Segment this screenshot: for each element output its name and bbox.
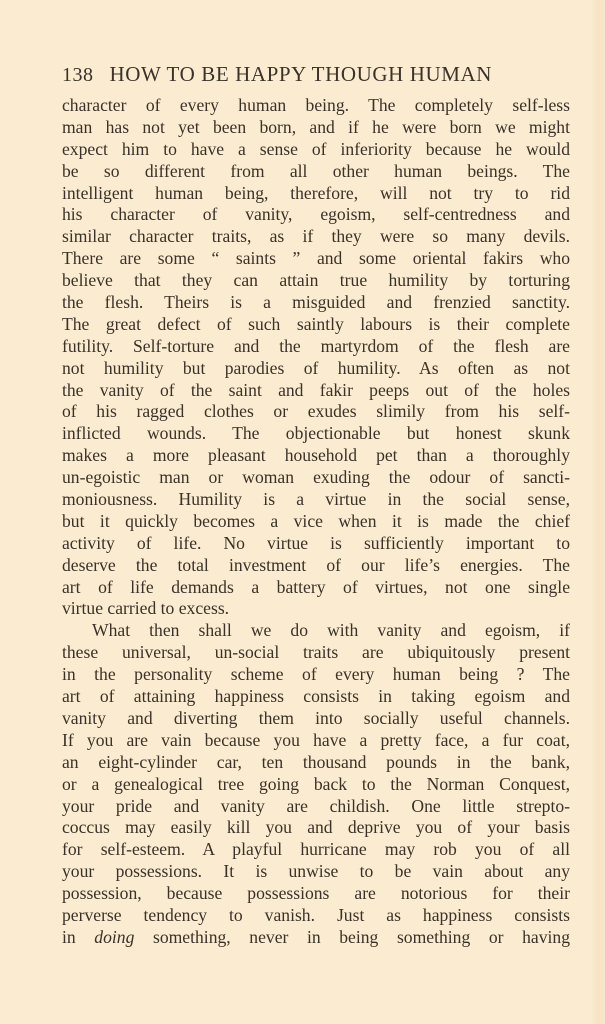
text-line: the vanity of the saint and fakir peeps out of the holes: [62, 379, 570, 400]
body-text: [62, 95, 570, 949]
text-line: or a genealogical tree going back to the Norman Conquest,: [62, 773, 570, 794]
text-line: coccus may easily kill you and deprive you of your basis: [62, 817, 570, 838]
final-line-prefix: in: [62, 926, 95, 947]
emphasized-word: doing: [94, 926, 135, 947]
text-line: not humility but parodies of humility. As often as not: [62, 357, 570, 378]
text-line: your possessions. It is unwise to be vain about any: [62, 861, 570, 882]
text-line: an eight-cylinder car, ten thousand pounds in the bank,: [62, 751, 570, 772]
page-edge-shadow: [591, 0, 605, 1024]
page-number: 138: [62, 64, 94, 86]
running-head: [62, 62, 570, 92]
text-line: character of every human being. The completely self-less: [62, 95, 570, 115]
paragraph-end-line: virtue carried to excess.: [62, 598, 230, 619]
text-line: for self-esteem. A playful hurricane may rob you of all: [62, 839, 570, 860]
text-line: man has not yet been born, and if he were born we might: [62, 116, 570, 137]
final-text-line: [62, 927, 570, 949]
text-line: futility. Self-torture and the martyrdom of the flesh are: [62, 335, 570, 356]
text-line: art of attaining happiness consists in taking egoism and: [62, 686, 570, 707]
text-line: art of life demands a battery of virtues, not one single: [62, 576, 570, 597]
text-line: moniousness. Humility is a virtue in the social sense,: [62, 489, 570, 510]
text-line: possession, because possessions are notorious for their: [62, 883, 570, 904]
text-line: un-egoistic man or woman exuding the odour of sancti-: [62, 467, 570, 488]
text-line: of his ragged clothes or exudes slimily from his self-: [62, 401, 570, 422]
text-line: There are some “ saints ” and some oriental fakirs who: [62, 248, 570, 269]
paragraph-start-line: What then shall we do with vanity and egoism, if: [92, 620, 570, 641]
text-line: makes a more pleasant household pet than a thoroughly: [62, 445, 570, 466]
book-page: [62, 62, 570, 949]
text-line: similar character traits, as if they were so many devils.: [62, 226, 570, 247]
text-line: these universal, un-social traits are ubiquitously present: [62, 642, 570, 663]
text-line: your pride and vanity are childish. One little strepto-: [62, 795, 570, 816]
text-line: The great defect of such saintly labours is their complete: [62, 313, 570, 334]
text-line: inflicted wounds. The objectionable but honest skunk: [62, 423, 570, 444]
text-line: his character of vanity, egoism, self-centredness and: [62, 204, 570, 225]
text-line: expect him to have a sense of inferiority because he would: [62, 138, 570, 159]
text-line: the flesh. Theirs is a misguided and frenzied sanctity.: [62, 292, 570, 313]
text-line: in the personality scheme of every human being ? The: [62, 664, 570, 685]
text-line: intelligent human being, therefore, will not try to rid: [62, 182, 570, 203]
text-line: believe that they can attain true humility by torturing: [62, 270, 570, 291]
text-line: but it quickly becomes a vice when it is made the chief: [62, 510, 570, 531]
text-line: activity of life. No virtue is sufficiently important to: [62, 532, 570, 553]
text-line: perverse tendency to vanish. Just as happiness consists: [62, 904, 570, 925]
running-title: HOW TO BE HAPPY THOUGH HUMAN: [109, 62, 493, 86]
text-line: If you are vain because you have a pretty face, a fur coat,: [62, 729, 570, 750]
final-line-suffix: something, never in being something or having: [134, 926, 570, 947]
text-line: be so different from all other human beings. The: [62, 160, 570, 181]
text-line: deserve the total investment of our life’s energies. The: [62, 554, 570, 575]
text-line: vanity and diverting them into socially useful channels.: [62, 707, 570, 728]
